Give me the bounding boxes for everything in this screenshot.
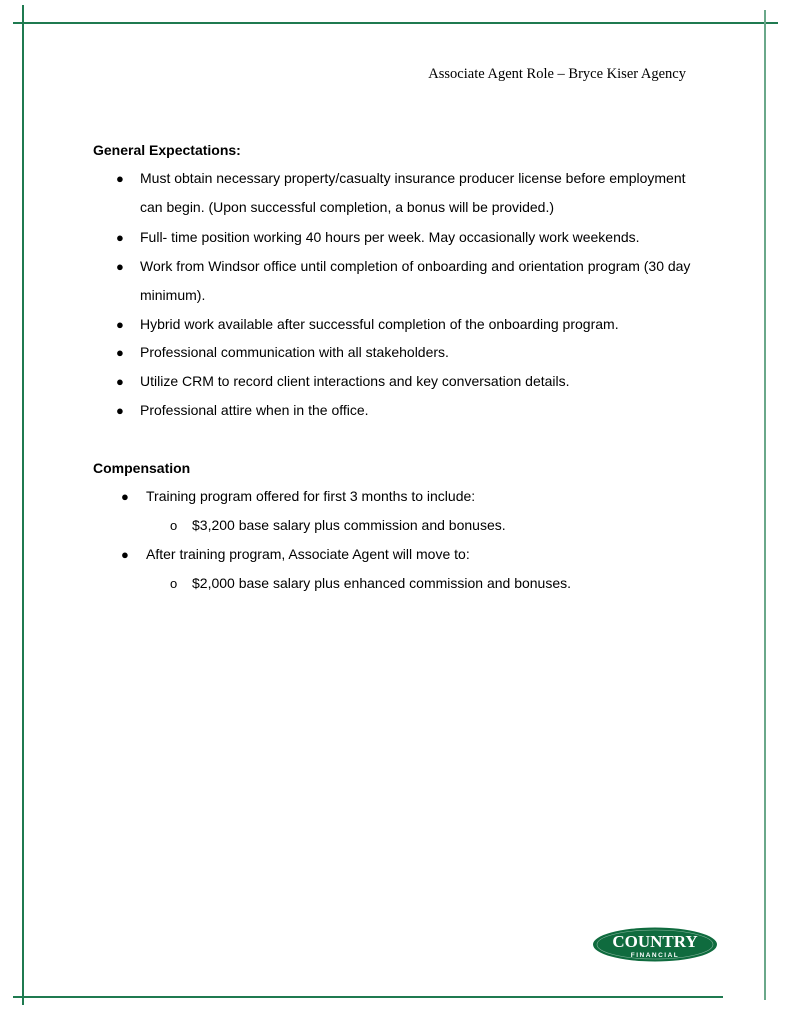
bullet-icon: ● — [116, 374, 124, 389]
bullet-icon: ● — [121, 547, 129, 562]
list-item: Full- time position working 40 hours per week. May occasionally work weekends. — [140, 229, 640, 245]
list-item: Work from Windsor office until completion of onboarding and orientation program (30 day minimum). — [140, 258, 691, 303]
document-header: Associate Agent Role – Bryce Kiser Agency — [428, 66, 686, 82]
list-item: After training program, Associate Agent will move to: — [146, 546, 470, 562]
list-item: Professional attire when in the office. — [140, 402, 369, 418]
sub-bullet-icon: o — [170, 518, 178, 533]
sub-list-item: $3,200 base salary plus commission and bonuses. — [192, 517, 506, 533]
border-right — [764, 10, 766, 1000]
border-top — [13, 22, 778, 24]
svg-text:FINANCIAL: FINANCIAL — [630, 952, 680, 959]
bullet-icon: ● — [116, 403, 124, 418]
list-item: Utilize CRM to record client interactions and key conversation details. — [140, 373, 570, 389]
compensation-heading: Compensation — [93, 460, 191, 476]
bullet-icon: ● — [116, 345, 124, 360]
list-item: Training program offered for first 3 months to include: — [146, 488, 476, 504]
border-bottom — [13, 996, 723, 998]
border-left — [22, 5, 24, 1005]
bullet-icon: ● — [116, 317, 124, 332]
bullet-icon: ● — [116, 259, 124, 274]
sub-list-item: $2,000 base salary plus enhanced commission and bonuses. — [192, 575, 572, 591]
sub-bullet-icon: o — [170, 576, 178, 591]
bullet-icon: ● — [116, 230, 124, 245]
svg-text:COUNTRY: COUNTRY — [612, 932, 698, 951]
bullet-icon: ● — [121, 489, 129, 504]
list-item: Hybrid work available after successful completion of the onboarding program. — [140, 316, 619, 332]
list-item: Must obtain necessary property/casualty insurance producer license before employment can begin. (Upon successful completion, a bonus will be provided.) — [140, 170, 686, 215]
bullet-icon: ● — [116, 171, 124, 186]
country-financial-logo — [592, 927, 718, 962]
general-expectations-heading: General Expectations: — [93, 142, 241, 158]
list-item: Professional communication with all stakeholders. — [140, 344, 449, 360]
